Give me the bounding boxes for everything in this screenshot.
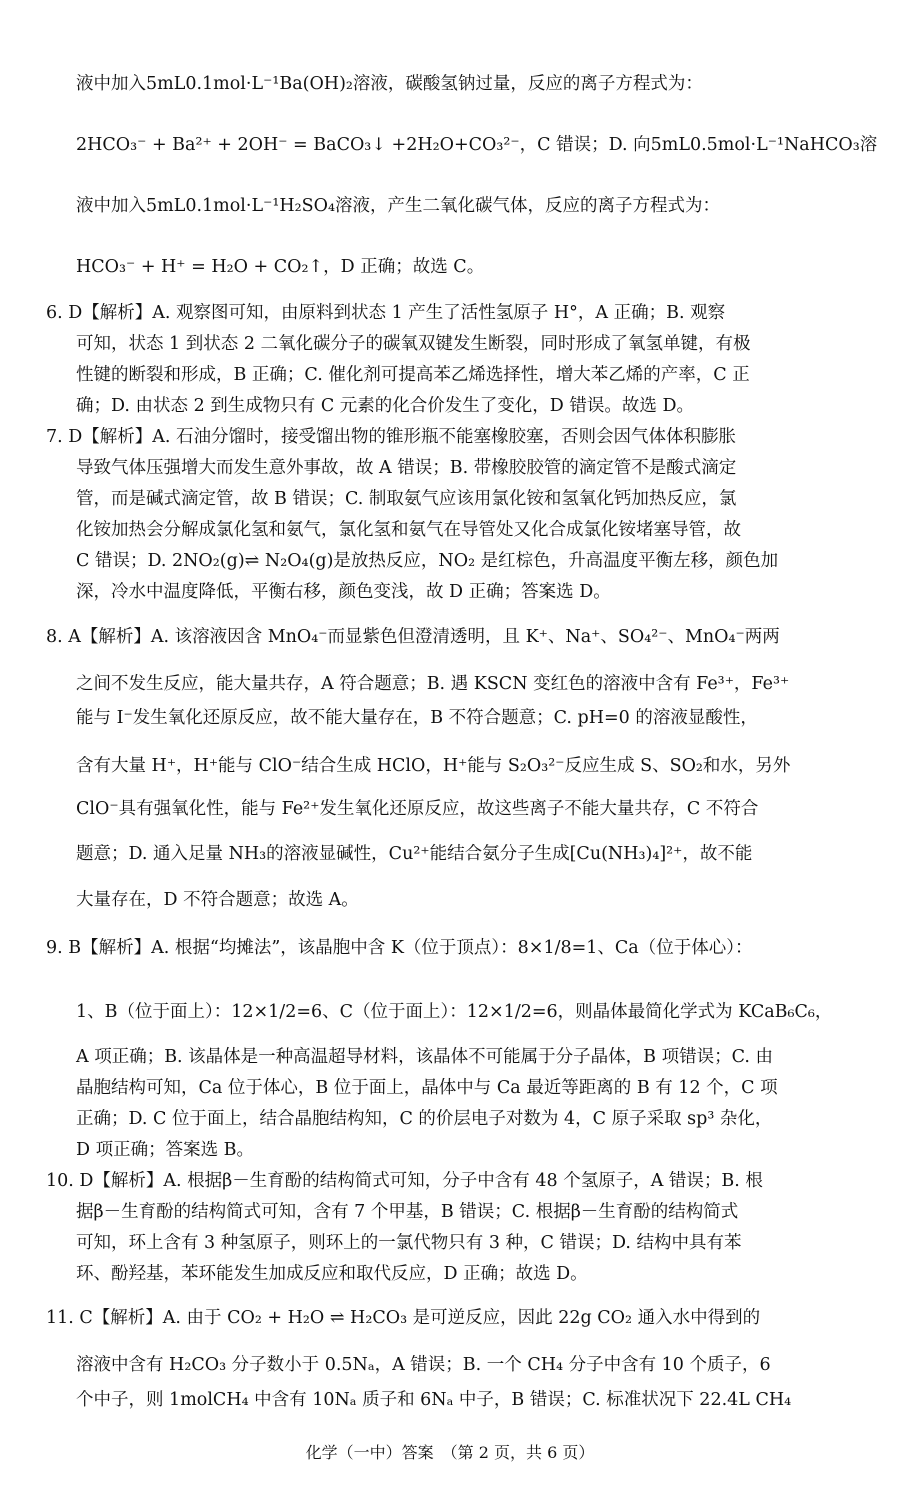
text-line: 正确；D. C 位于面上，结合晶胞结构知，C 的价层电子对数为 4，C 原子采取 sp³ 杂化， [76, 1109, 773, 1129]
page-footer: 化学（一中）答案 （第 2 页，共 6 页） [305, 1443, 595, 1462]
text-line: ClO⁻具有强氧化性，能与 Fe²⁺发生氧化还原反应，故这些离子不能大量共存，C 不符合 [76, 799, 759, 819]
text-line: HCO₃⁻ + H⁺ = H₂O + CO₂↑，D 正确；故选 C。 [76, 257, 485, 277]
text-line: 个中子，则 1molCH₄ 中含有 10Nₐ 质子和 6Nₐ 中子，B 错误；C. 标准状况下 22.4L CH₄ [76, 1390, 792, 1410]
text-line: 性键的断裂和形成，B 正确；C. 催化剂可提高苯乙烯选择性，增大苯乙烯的产率，C 正 [76, 365, 750, 385]
text-line: 液中加入5mL0.1mol·L⁻¹H₂SO₄溶液，产生二氧化碳气体，反应的离子方程式为： [76, 196, 720, 216]
text-line: 据β－生育酚的结构简式可知，含有 7 个甲基，B 错误；C. 根据β－生育酚的结构简式 [76, 1202, 739, 1222]
text-line: 管，而是碱式滴定管，故 B 错误；C. 制取氨气应该用氯化铵和氢氧化钙加热反应，氯 [76, 489, 737, 509]
text-line: 能与 I⁻发生氧化还原反应，故不能大量存在，B 不符合题意；C. pH=0 的溶液显酸性， [76, 708, 758, 728]
text-line: 题意；D. 通入足量 NH₃的溶液显碱性，Cu²⁺能结合氨分子生成[Cu(NH₃)₄]²⁺，故不能 [76, 844, 753, 864]
text-line: 可知，状态 1 到状态 2 二氧化碳分子的碳氧双键发生断裂，同时形成了氧氢单键，有极 [76, 334, 751, 354]
text-line: 液中加入5mL0.1mol·L⁻¹Ba(OH)₂溶液，碳酸氢钠过量，反应的离子方程式为： [76, 74, 703, 94]
answer-6-line: 6. D【解析】A. 观察图可知，由原料到状态 1 产生了活性氢原子 H°，A 正确；B. 观察 [46, 303, 726, 323]
text-line: 含有大量 H⁺，H⁺能与 ClO⁻结合生成 HClO，H⁺能与 S₂O₃²⁻反应生成 S、SO₂和水，另外 [76, 756, 791, 776]
text-line: A 项正确；B. 该晶体是一种高温超导材料，该晶体不可能属于分子晶体，B 项错误；C. 由 [76, 1047, 773, 1067]
text-line: 大量存在，D 不符合题意；故选 A。 [76, 890, 359, 910]
answer-11-line: 11. C【解析】A. 由于 CO₂ + H₂O ⇌ H₂CO₃ 是可逆反应，因此 22g CO₂ 通入水中得到的 [46, 1308, 761, 1328]
text-line: 1、B（位于面上）：12×1/2=6、C（位于面上）：12×1/2=6，则晶体最简化学式为 KCaB₆C₆， [76, 1002, 833, 1022]
text-line: 环、酚羟基，苯环能发生加成反应和取代反应，D 正确；故选 D。 [76, 1264, 588, 1284]
text-line: 化铵加热会分解成氯化氢和氨气，氯化氢和氨气在导管处又化合成氯化铵堵塞导管，故 [76, 520, 741, 540]
text-line: C 错误；D. 2NO₂(g)⇌ N₂O₄(g)是放热反应，NO₂ 是红棕色，升高温度平衡左移，颜色加 [76, 551, 779, 571]
answer-9-line: 9. B【解析】A. 根据“均摊法”，该晶胞中含 K（位于顶点）：8×1/8=1、Ca（位于体心）： [46, 938, 753, 958]
text-line: 晶胞结构可知，Ca 位于体心，B 位于面上，晶体中与 Ca 最近等距离的 B 有 12 个，C 项 [76, 1078, 778, 1098]
answer-8-line: 8. A【解析】A. 该溶液因含 MnO₄⁻而显紫色但澄清透明，且 K⁺、Na⁺、SO₄²⁻、MnO₄⁻两两 [46, 627, 780, 647]
text-line: 确；D. 由状态 2 到生成物只有 C 元素的化合价发生了变化，D 错误。故选 D。 [76, 396, 694, 416]
answer-10-line: 10. D【解析】A. 根据β－生育酚的结构简式可知，分子中含有 48 个氢原子，A 错误；B. 根 [46, 1171, 763, 1191]
text-line: 可知，环上含有 3 种氢原子，则环上的一氯代物只有 3 种，C 错误；D. 结构中具有苯 [76, 1233, 742, 1253]
text-line: 深，冷水中温度降低，平衡右移，颜色变浅，故 D 正确；答案选 D。 [76, 582, 611, 602]
text-line: 溶液中含有 H₂CO₃ 分子数小于 0.5Nₐ，A 错误；B. 一个 CH₄ 分子中含有 10 个质子，6 [76, 1355, 771, 1375]
text-line: 之间不发生反应，能大量共存，A 符合题意；B. 遇 KSCN 变红色的溶液中含有 Fe³⁺，Fe³⁺ [76, 674, 790, 694]
text-line: 2HCO₃⁻ + Ba²⁺ + 2OH⁻ = BaCO₃↓ +2H₂O+CO₃²⁻，C 错误；D. 向5mL0.5mol·L⁻¹NaHCO₃溶 [76, 135, 878, 155]
text-line: D 项正确；答案选 B。 [76, 1140, 255, 1160]
answer-7-line: 7. D【解析】A. 石油分馏时，接受馏出物的锥形瓶不能塞橡胶塞，否则会因气体体积膨胀 [46, 427, 737, 447]
text-line: 导致气体压强增大而发生意外事故，故 A 错误；B. 带橡胶胶管的滴定管不是酸式滴定 [76, 458, 737, 478]
